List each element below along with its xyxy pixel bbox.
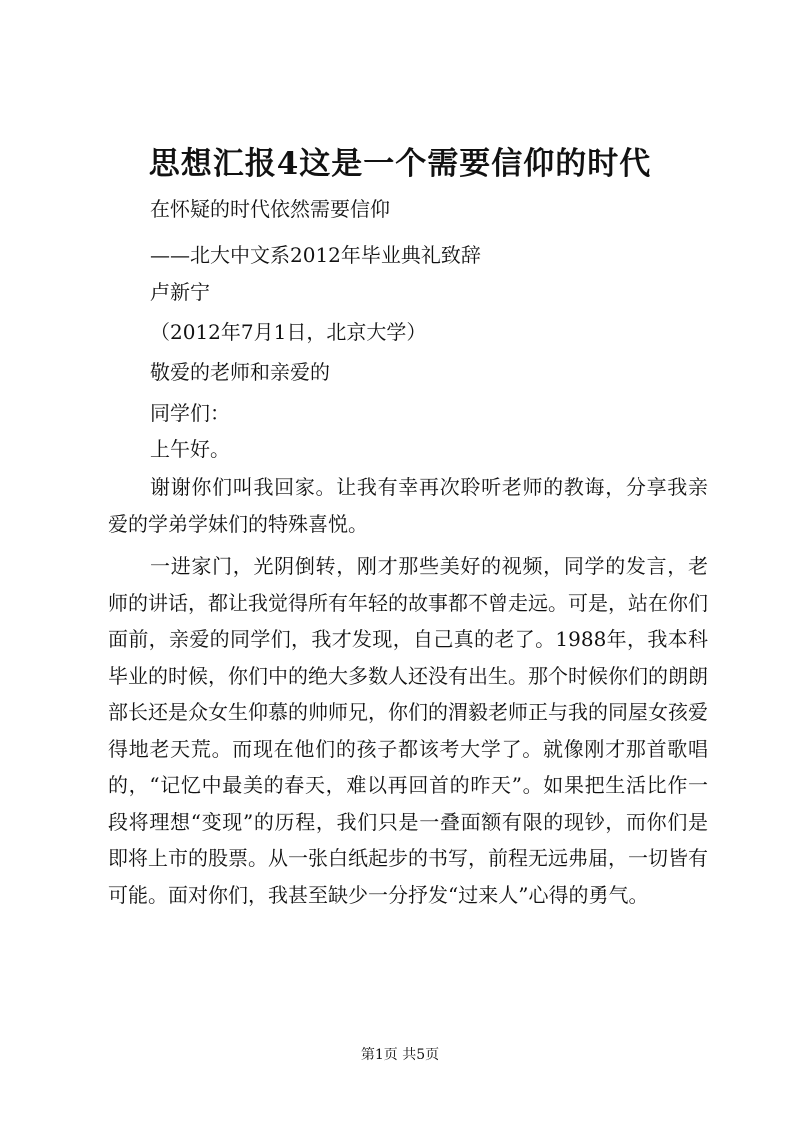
- page-footer: 第1页 共5页: [360, 1047, 440, 1063]
- greeting-line: 上午好。: [150, 437, 230, 461]
- body-paragraph: 谢谢你们叫我回家。让我有幸再次聆听老师的教诲，分享我亲爱的学弟学妹们的特殊喜悦。: [108, 475, 708, 536]
- salutation-continued-line: 同学们：: [150, 401, 230, 425]
- author-line: 卢新宁: [150, 280, 210, 304]
- speech-line: ——北大中文系2012年毕业典礼致辞: [150, 243, 481, 267]
- subtitle-line: 在怀疑的时代依然需要信仰: [150, 197, 390, 221]
- body-paragraph: 一进家门，光阴倒转，刚才那些美好的视频，同学的发言，老师的讲话，都让我觉得所有年轻的故事都不曾走远。可是，站在你们面前，亲爱的同学们，我才发现，自己真的老了。1988年，我本科毕业的时候，你们中的绝大多数人还没有出生。那个时候你们的朗朗部长还是众女生仰慕的帅师兄，你们的渭毅老师正与我的同屋女孩爱得地老天荒。而现在他们的孩子都该考大学了。就像刚才那首歌唱的，“记忆中最美的春天，难以再回首的昨天”。如果把生活比作一段将理想“变现”的历程，我们只是一叠面额有限的现钞，而你们是即将上市的股票。从一张白纸起步的书写，前程无远弗届，一切皆有可能。面对你们，我甚至缺少一分抒发“过来人”心得的勇气。: [108, 554, 708, 907]
- date-line: （2012年7月1日，北京大学）: [150, 320, 427, 344]
- salutation-line: 敬爱的老师和亲爱的: [150, 360, 330, 384]
- document-title: 思想汇报4这是一个需要信仰的时代: [148, 146, 652, 182]
